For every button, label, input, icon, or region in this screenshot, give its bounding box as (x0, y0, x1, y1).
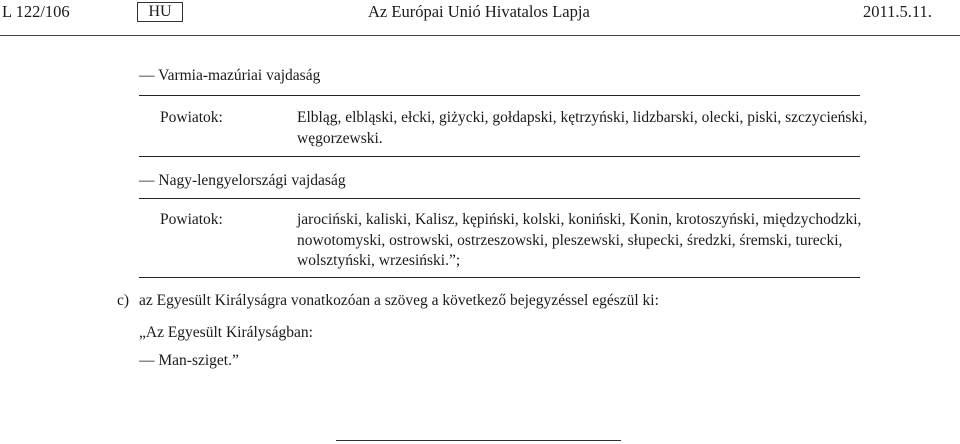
uk-heading: „Az Egyesült Királyságban: (139, 324, 313, 341)
footer-rule (336, 440, 621, 441)
point-marker: c) (117, 292, 130, 309)
district-list-line: wolsztyński, wrzesiński.”; (297, 252, 461, 269)
region-heading: — Nagy-lengyelországi vajdaság (139, 172, 346, 189)
table-bottom-rule (139, 156, 860, 157)
district-list-line: jarociński, kaliski, Kalisz, kępiński, kolski, koniński, Konin, krotoszyński, międzychodzki, (297, 211, 862, 228)
district-list-line: nowotomyski, ostrowski, ostrzeszowski, pleszewski, słupecki, średzki, śremski, turecki, (297, 232, 843, 249)
region-heading: — Varmia-mazúriai vajdaság (139, 67, 321, 84)
row-label: Powiatok: (160, 109, 223, 126)
header-divider (0, 35, 960, 36)
uk-item: — Man-sziget.” (139, 352, 239, 369)
page-reference: L 122/106 (2, 2, 70, 21)
journal-title: Az Európai Unió Hivatalos Lapja (368, 2, 590, 21)
publication-date: 2011.5.11. (863, 2, 932, 21)
table-bottom-rule (139, 277, 860, 278)
district-list-line: Elbląg, elbląski, ełcki, giżycki, gołdapski, kętrzyński, lidzbarski, olecki, piski, szczycieński, (297, 109, 868, 126)
point-text: az Egyesült Királyságra vonatkozóan a szöveg a következő bejegyzéssel egészül ki: (139, 292, 659, 309)
district-list-line: węgorzewski. (297, 130, 383, 147)
row-label: Powiatok: (160, 211, 223, 228)
table-top-rule (139, 95, 860, 96)
table-top-rule (139, 198, 860, 199)
language-code-box: HU (137, 2, 183, 22)
